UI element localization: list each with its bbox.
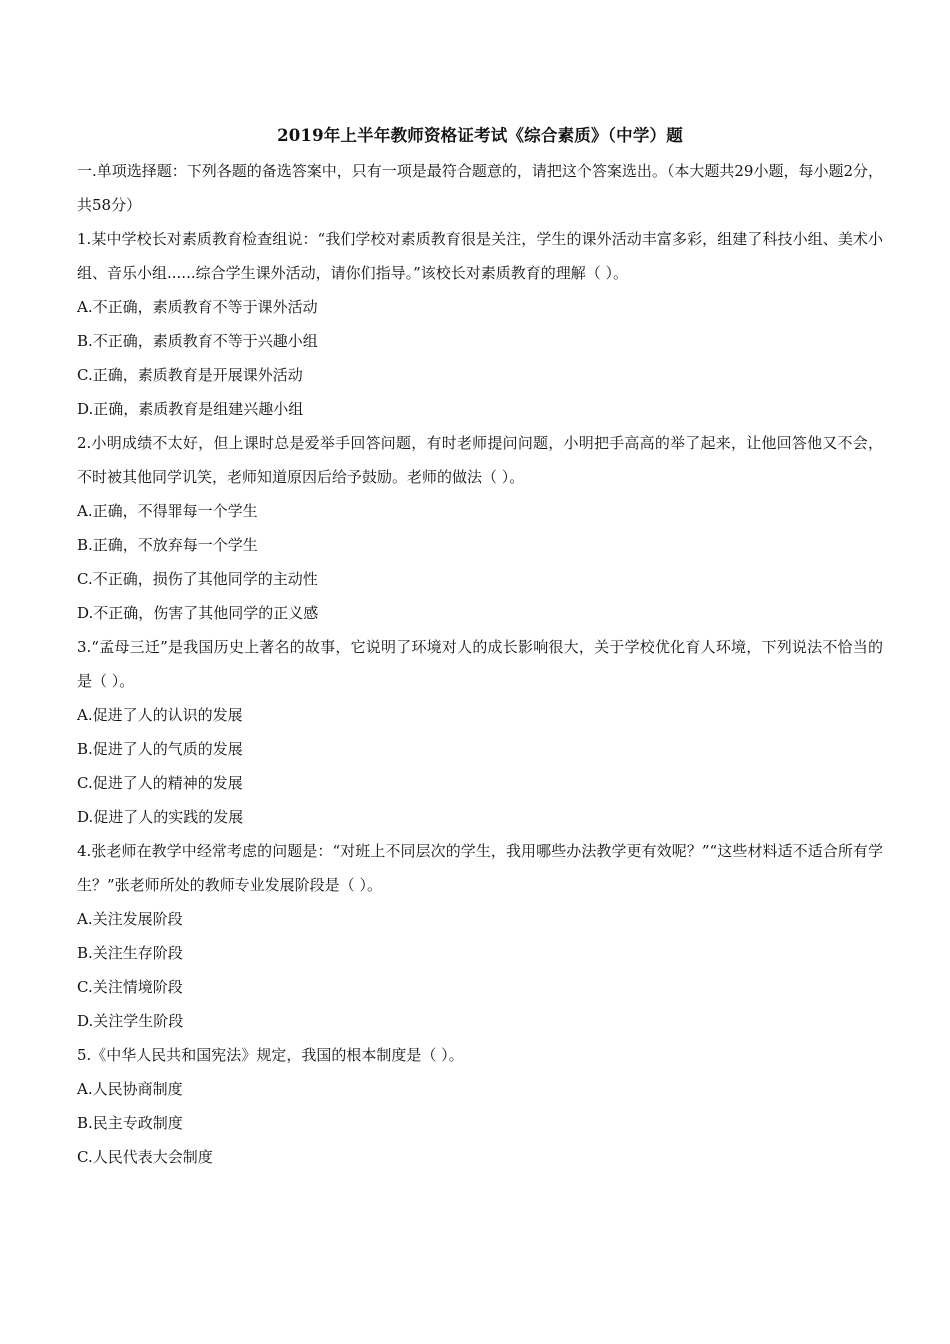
question-4-option-a: A.关注发展阶段 — [77, 910, 183, 928]
question-4-stem: 4.张老师在教学中经常考虑的问题是：“对班上不同层次的学生，我用哪些办法教学更有效呢？”“这些材料适不适合所有学生？”张老师所处的教师专业发展阶段是（ ）。 — [77, 842, 883, 894]
question-2-option-c: C.不正确，损伤了其他同学的主动性 — [77, 570, 318, 588]
question-1-option-c: C.正确，素质教育是开展课外活动 — [77, 366, 303, 384]
question-5-option-a: A.人民协商制度 — [77, 1080, 183, 1098]
question-1-stem: 1.某中学校长对素质教育检查组说：“我们学校对素质教育很是关注，学生的课外活动丰富多彩，组建了科技小组、美术小组、音乐小组......综合学生课外活动，请你们指导。”该校长对素质教育的理解（ ）。 — [77, 230, 883, 282]
question-5-stem: 5.《中华人民共和国宪法》规定，我国的根本制度是（ ）。 — [77, 1046, 464, 1064]
question-5-option-b: B.民主专政制度 — [77, 1114, 183, 1132]
question-4-option-d: D.关注学生阶段 — [77, 1012, 184, 1030]
question-3-stem: 3.“孟母三迁”是我国历史上著名的故事，它说明了环境对人的成长影响很大，关于学校优化育人环境，下列说法不恰当的是（ ）。 — [77, 638, 883, 690]
question-4-option-c: C.关注情境阶段 — [77, 978, 183, 996]
question-3-option-a: A.促进了人的认识的发展 — [77, 706, 243, 724]
question-2-option-a: A.正确，不得罪每一个学生 — [77, 502, 258, 520]
question-5-option-c: C.人民代表大会制度 — [77, 1148, 213, 1166]
question-1-option-b: B.不正确，素质教育不等于兴趣小组 — [77, 332, 318, 350]
question-3-option-d: D.促进了人的实践的发展 — [77, 808, 244, 826]
question-1-option-a: A.不正确，素质教育不等于课外活动 — [77, 298, 318, 316]
document-title: 2019年上半年教师资格证考试《综合素质》（中学）题 — [277, 126, 683, 145]
document-page — [77, 118, 883, 1174]
section-intro: 一.单项选择题：下列各题的备选答案中，只有一项是最符合题意的，请把这个答案选出。（本大题共29小题，每小题2分，共58分） — [77, 162, 883, 214]
question-2-option-d: D.不正确，伤害了其他同学的正义感 — [77, 604, 319, 622]
question-4-option-b: B.关注生存阶段 — [77, 944, 183, 962]
question-1-option-d: D.正确，素质教育是组建兴趣小组 — [77, 400, 304, 418]
question-3-option-b: B.促进了人的气质的发展 — [77, 740, 243, 758]
question-2-option-b: B.正确，不放弃每一个学生 — [77, 536, 258, 554]
question-3-option-c: C.促进了人的精神的发展 — [77, 774, 243, 792]
question-2-stem: 2.小明成绩不太好，但上课时总是爱举手回答问题，有时老师提问问题，小明把手高高的举了起来，让他回答他又不会，不时被其他同学讥笑，老师知道原因后给予鼓励。老师的做法（ ）。 — [77, 434, 883, 486]
